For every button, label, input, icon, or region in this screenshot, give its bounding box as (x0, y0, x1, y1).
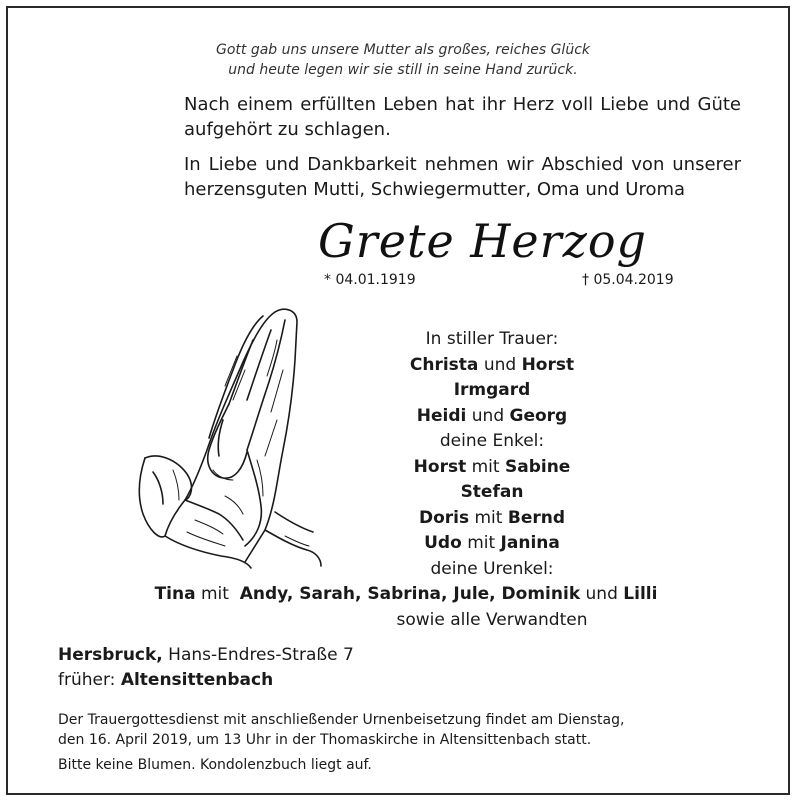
service-info (58, 710, 758, 775)
mourners-heading: In stiller Trauer: (425, 329, 559, 349)
address-current: Hersbruck, Hans-Endres-Straße 7 (58, 645, 354, 665)
motto-line-1: Gott gab uns unsere Mutter als großes, reiches Glück (215, 42, 590, 58)
service-line-2: den 16. April 2019, um 13 Uhr in der Thomaskirche in Altensittenbach statt. (58, 732, 592, 748)
list-item: Horst mit Sabine (413, 456, 571, 477)
list-item: Stefan (460, 482, 524, 502)
deceased-name: Grete Herzog (318, 214, 647, 268)
great-grandchildren-heading: deine Urenkel: (430, 558, 554, 579)
intro-paragraph-2: In Liebe und Dankbarkeit nehmen wir Abschied von unserer herzensguten Mutti, Schwiegermutter, Oma und Uroma (184, 154, 741, 200)
list-item: Doris mit Bernd (418, 507, 566, 528)
relatives-line: sowie alle Verwandten (396, 609, 588, 630)
great-grandchildren-line: Tina mit Andy, Sarah, Sabrina, Jule, Dominik und Lilli (154, 584, 658, 604)
motto (0, 40, 800, 80)
mourners-list (0, 327, 800, 633)
address-former: früher: Altensittenbach (58, 670, 274, 690)
intro-paragraph-1: Nach einem erfüllten Leben hat ihr Herz voll Liebe und Güte aufgehört zu schlagen. (184, 94, 741, 140)
service-note: Bitte keine Blumen. Kondolenzbuch liegt auf. (58, 757, 372, 773)
death-date: † 05.04.2019 (582, 272, 674, 288)
service-line-1: Der Trauergottesdienst mit anschließender Urnenbeisetzung findet am Dienstag, (58, 712, 625, 728)
list-item: Irmgard (453, 380, 531, 400)
list-item: Heidi und Georg (416, 405, 568, 426)
address (58, 643, 354, 693)
grandchildren-heading: deine Enkel: (439, 431, 545, 451)
list-item: Udo mit Janina (424, 533, 560, 553)
birth-date: * 04.01.1919 (324, 272, 416, 288)
list-item: Christa und Horst (409, 354, 575, 375)
motto-line-2: und heute legen wir sie still in seine Hand zurück. (228, 62, 578, 78)
intro-text (184, 92, 741, 212)
